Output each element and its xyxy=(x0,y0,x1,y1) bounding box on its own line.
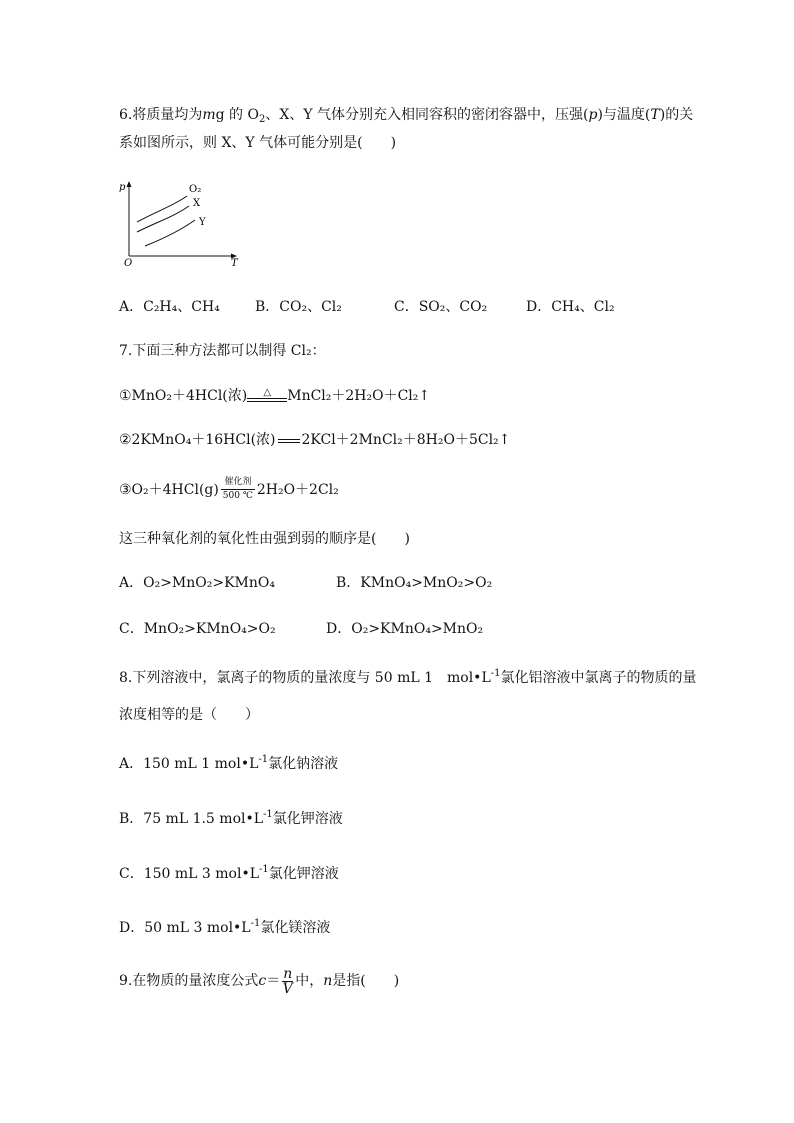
q7-question: 这三种氧化剂的氧化性由强到弱的顺序是( ) xyxy=(119,531,410,547)
var-c: c xyxy=(258,973,267,989)
q6-text: 6.将质量均为 xyxy=(119,107,203,123)
temperature-label: 500 ℃ xyxy=(222,491,253,501)
q6-option-c[interactable]: C．SO₂、CO₂ xyxy=(394,299,488,315)
reaction-reactants: ③O₂＋4HCl(g) xyxy=(119,482,219,498)
q6-stem-line1: 6.将质量均为mg 的 $O_2$、X、Y 气体分别充入相同容积的密闭容器中，压强(p)与温度(T)的关 xyxy=(119,107,694,125)
origin-label: O xyxy=(124,258,133,268)
option-text: 氯化钾溶液 xyxy=(272,811,343,827)
q8-stem-line1 xyxy=(119,668,697,688)
q8-text: 氯化铝溶液中氯离子的物质的量 xyxy=(500,670,697,686)
axis-label-p: p xyxy=(119,182,126,193)
reaction-products: MnCl₂＋2H₂O＋Cl₂↑ xyxy=(287,388,431,404)
option-text: 氯化钠溶液 xyxy=(268,756,339,772)
superscript: -1 xyxy=(259,864,269,875)
var-n: n xyxy=(323,973,333,989)
catalyst-label: 催化剂 xyxy=(224,477,252,487)
q6-text: g 的 O xyxy=(215,107,259,123)
equals: ＝ xyxy=(266,973,281,989)
curve-o2 xyxy=(137,196,187,222)
q8-option-b[interactable] xyxy=(119,809,343,829)
q7-reaction-3 xyxy=(119,477,339,503)
heat-icon: △ xyxy=(263,387,272,398)
axis-label-T: T xyxy=(231,258,238,268)
q7-reaction-1 xyxy=(119,386,430,406)
q6-var-p: p xyxy=(588,107,598,123)
reaction-reactants: ②2KMnO₄＋16HCl(浓) xyxy=(119,432,276,448)
curve-x xyxy=(137,206,189,232)
q6-option-b[interactable]: B．CO₂、Cl₂ xyxy=(255,299,342,315)
q6-text: 、X、Y 气体分别充入相同容积的密闭容器中，压强( xyxy=(265,107,589,123)
q6-var-T: T xyxy=(650,107,660,123)
curve-label-x: X xyxy=(193,198,201,209)
q8-stem-line2: 浓度相等的是（ ） xyxy=(119,707,259,723)
reaction-products: 2H₂O＋2Cl₂ xyxy=(256,482,339,498)
q7-reaction-2 xyxy=(119,430,510,450)
reaction-products: 2KCl＋2MnCl₂＋8H₂O＋5Cl₂↑ xyxy=(301,432,511,448)
option-text: D．50 mL 3 mol•L xyxy=(119,920,251,936)
q6-pressure-temperature-graph xyxy=(115,178,245,268)
fraction-n-over-V xyxy=(282,967,293,996)
q7-option-d[interactable]: D．O₂>KMnO₄>MnO₂ xyxy=(326,621,484,637)
option-text: 氯化镁溶液 xyxy=(260,920,331,936)
curve-y xyxy=(145,220,195,246)
q8-option-c[interactable] xyxy=(119,864,339,884)
q6-option-a[interactable]: A．C₂H₄、CH₄ xyxy=(119,299,220,315)
y-axis-arrow xyxy=(127,181,132,187)
option-text: B．75 mL 1.5 mol•L xyxy=(119,811,264,827)
q8-option-d[interactable] xyxy=(119,918,330,938)
superscript: -1 xyxy=(258,754,269,765)
superscript: -1 xyxy=(263,809,273,820)
heat-condition-sign xyxy=(247,389,287,403)
option-text: 氯化钾溶液 xyxy=(268,866,339,882)
q7-option-b[interactable]: B．KMnO₄>MnO₂>O₂ xyxy=(336,575,493,591)
numerator: n xyxy=(283,965,293,982)
option-text: C．150 mL 3 mol•L xyxy=(119,866,259,882)
q8-text: 8.下列溶液中，氯离子的物质的量浓度与 50 mL 1 mol•L xyxy=(119,670,491,686)
q8-option-a[interactable] xyxy=(119,754,338,774)
q7-option-c[interactable]: C．MnO₂>KMnO₄>O₂ xyxy=(119,621,276,637)
q9-text: 9.在物质的量浓度公式 xyxy=(119,973,259,989)
q9-text: 中， xyxy=(295,973,324,989)
equals-sign xyxy=(276,433,302,447)
q7-stem: 7.下面三种方法都可以制得 Cl₂： xyxy=(119,343,326,359)
curve-label-y: Y xyxy=(199,217,206,228)
superscript: -1 xyxy=(250,918,261,929)
curve-label-o2: O₂ xyxy=(189,184,202,195)
q7-option-a[interactable]: A．O₂>MnO₂>KMnO₄ xyxy=(119,575,276,591)
q6-var-m: m xyxy=(202,107,216,123)
catalyst-condition xyxy=(219,477,257,503)
q6-text: )与温度( xyxy=(597,107,651,123)
superscript: -1 xyxy=(490,668,501,679)
q9-text: 是指( ) xyxy=(332,973,400,989)
q6-text: )的关 xyxy=(659,107,694,123)
q9-stem xyxy=(119,966,399,996)
q6-stem-line2: 系如图所示，则 X、Y 气体可能分别是( ) xyxy=(119,135,397,151)
reaction-reactants: ①MnO₂＋4HCl(浓) xyxy=(119,388,248,404)
q6-option-d[interactable]: D．CH₄、Cl₂ xyxy=(526,299,615,315)
denominator: V xyxy=(282,980,293,997)
option-text: A．150 mL 1 mol•L xyxy=(119,756,259,772)
